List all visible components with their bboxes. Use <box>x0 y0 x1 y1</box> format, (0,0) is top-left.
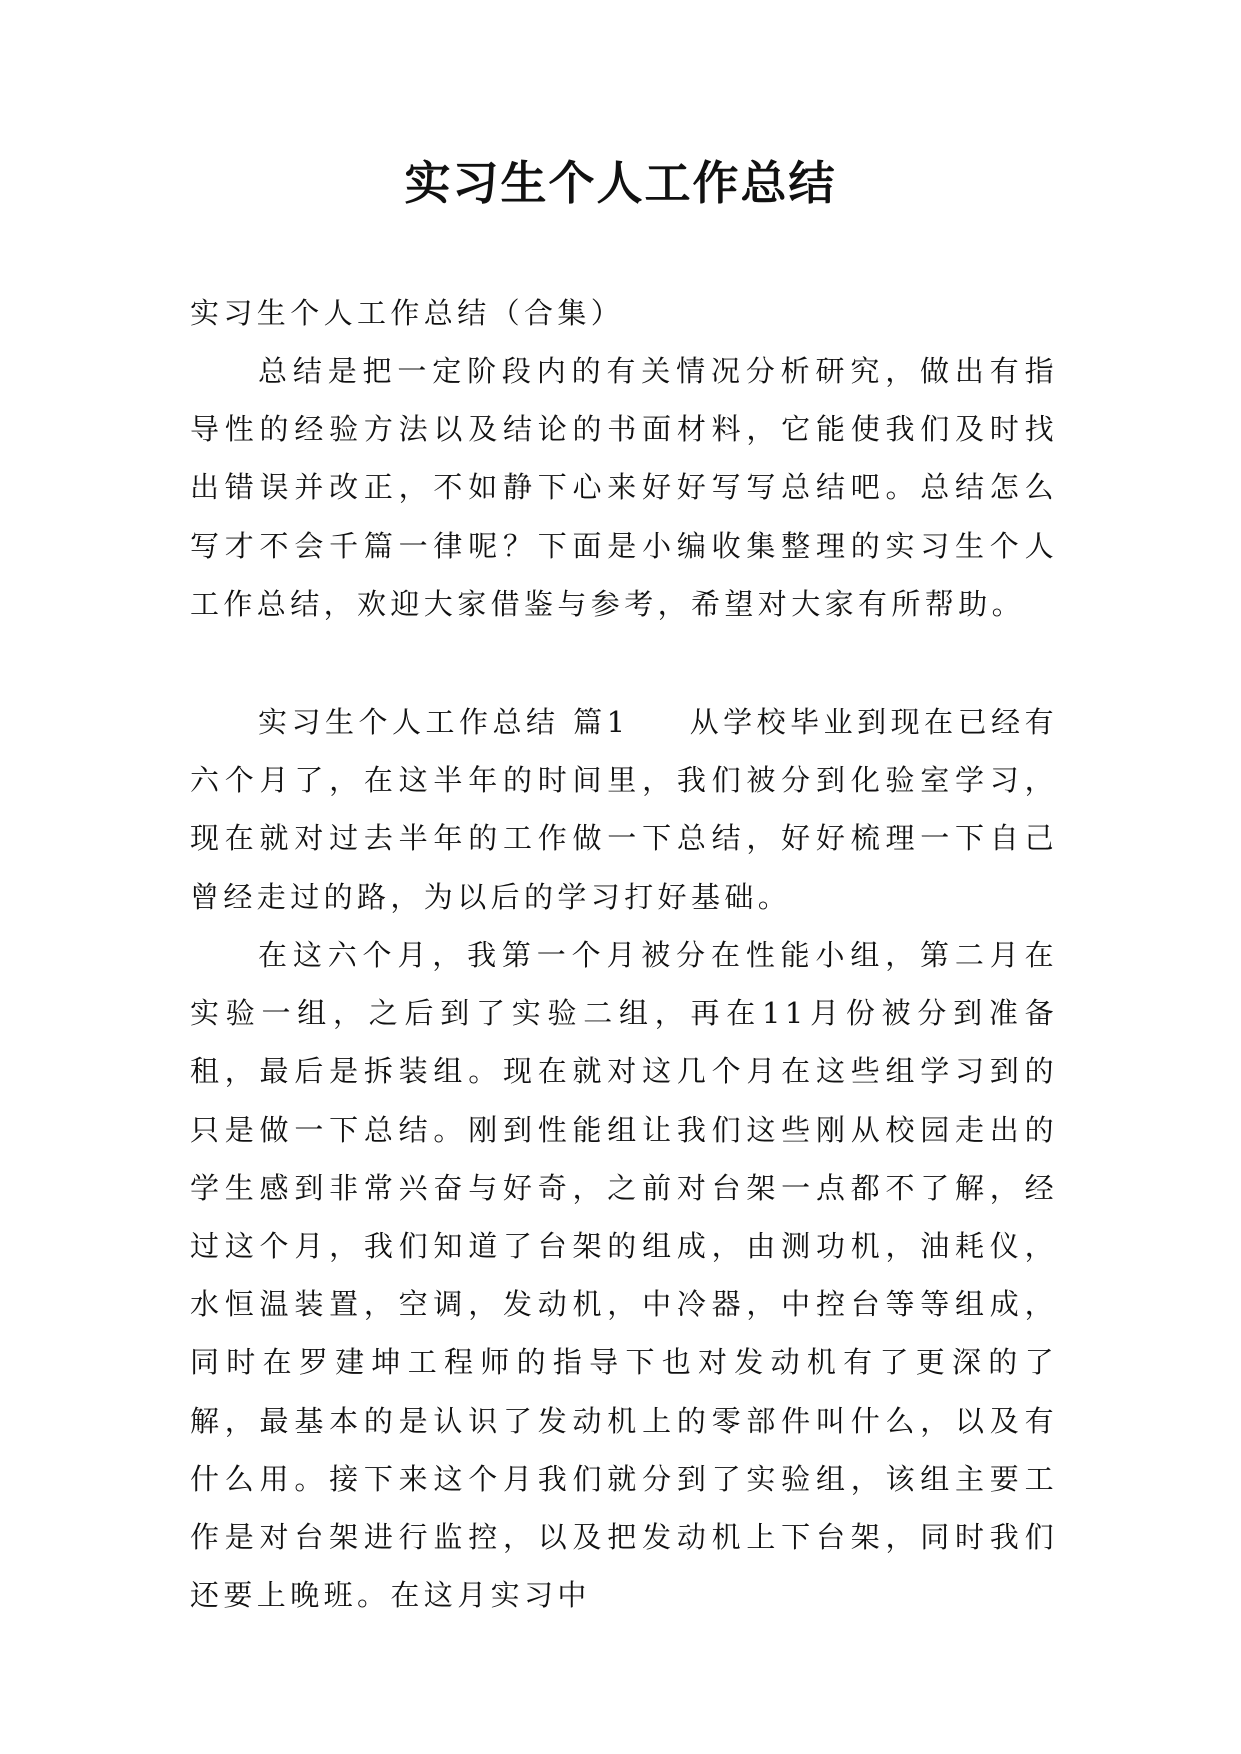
document-subtitle: 实习生个人工作总结（合集） <box>190 296 625 330</box>
document-title: 实习生个人工作总结 <box>404 156 837 210</box>
section-1-heading: 实习生个人工作总结 篇1 <box>258 705 630 739</box>
section-1-second-paragraph: 在这六个月，我第一个月被分在性能小组，第二月在实验一组，之后到了实验二组，再在11月份被分到准备租，最后是拆装组。现在就对这几个月在这些组学习到的只是做一下总结。刚到性能组让我们这些刚从校园走出的学生感到非常兴奋与好奇，之前对台架一点都不了解，经过这个月，我们知道了台架的组成，由测功机，油耗仪，水恒温装置，空调，发动机，中冷器，中控台等等组成，同时在罗建坤工程师的指导下也对发动机有了更深的了解，最基本的是认识了发动机上的零部件叫什么，以及有什么用。接下来这个月我们就分到了实验组，该组主要工作是对台架进行监控，以及把发动机上下台架，同时我们还要上晚班。在这月实习中 <box>190 938 1058 1613</box>
section-1-opening <box>190 693 1058 926</box>
section-1-first-paragraph: 从学校毕业到现在已经有六个月了，在这半年的时间里，我们被分到化验室学习，现在就对过去半年的工作做一下总结，好好梳理一下自己曾经走过的路，为以后的学习打好基础。 <box>190 705 1058 914</box>
intro-paragraph: 总结是把一定阶段内的有关情况分析研究，做出有指导性的经验方法以及结论的书面材料，它能使我们及时找出错误并改正，不如静下心来好好写写总结吧。总结怎么写才不会千篇一律呢？下面是小编收集整理的实习生个人工作总结，欢迎大家借鉴与参考，希望对大家有所帮助。 <box>190 354 1058 621</box>
